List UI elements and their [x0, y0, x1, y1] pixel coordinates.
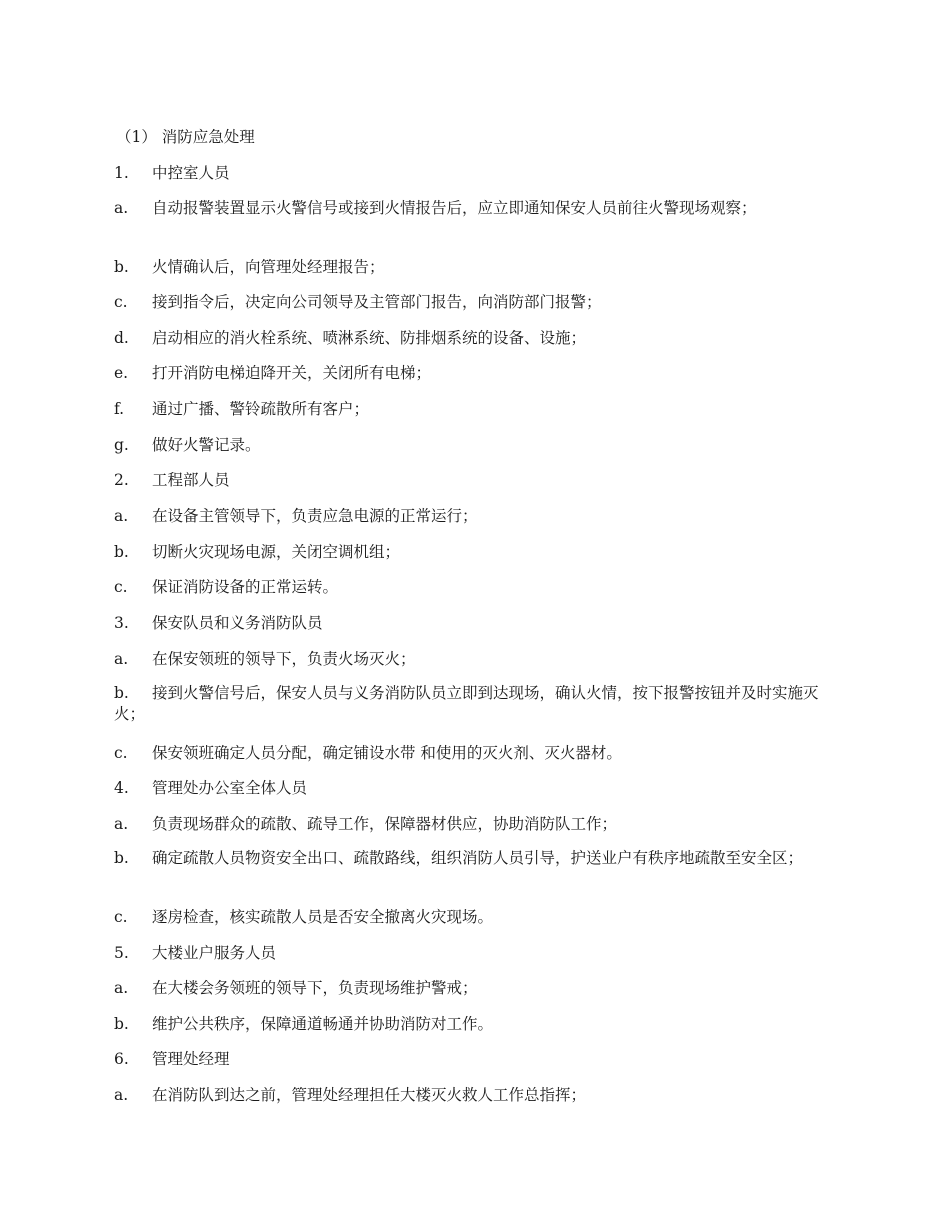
list-marker: a.	[114, 507, 129, 525]
list-item	[114, 291, 829, 313]
list-item-text: 自动报警装置显示火警信号或接到火情报告后，应立即通知保安人员前往火警现场观察；	[152, 199, 757, 217]
list-item-text: 打开消防电梯迫降开关，关闭所有电梯；	[152, 364, 432, 382]
list-item	[114, 162, 829, 184]
list-marker: g.	[114, 436, 129, 454]
list-item	[114, 327, 829, 349]
list-item	[114, 612, 829, 634]
list-item	[114, 942, 829, 964]
list-marker: b.	[114, 258, 129, 276]
list-item-text: 通过广播、警铃疏散所有客户；	[152, 400, 370, 418]
list-item	[114, 1048, 829, 1070]
list-item-text: 逐房检查，核实疏散人员是否安全撤离火灾现场。	[152, 908, 494, 926]
list-item-text: 启动相应的消火栓系统、喷淋系统、防排烟系统的设备、设施；	[152, 329, 587, 347]
list-marker: c.	[114, 908, 128, 926]
list-marker: c.	[114, 744, 128, 762]
list-marker: b.	[114, 543, 129, 561]
list-marker: e.	[114, 364, 129, 382]
list-item-text: 负责现场群众的疏散、疏导工作，保障器材供应，协助消防队工作；	[152, 815, 618, 833]
list-marker: b.	[114, 849, 129, 867]
list-marker: 5.	[114, 944, 129, 962]
list-marker: b.	[114, 1015, 129, 1033]
list-marker: a.	[114, 1086, 129, 1104]
list-item	[114, 198, 829, 219]
list-marker: 6.	[114, 1050, 129, 1068]
list-marker: d.	[114, 329, 129, 347]
list-item	[114, 398, 829, 420]
list-item-text: 管理处经理	[152, 1050, 230, 1068]
list-item-text: 火情确认后，向管理处经理报告；	[152, 258, 385, 276]
list-item-text: 保安队员和义务消防队员	[152, 614, 323, 632]
list-item	[114, 469, 829, 491]
list-item-text: 接到指令后，决定向公司领导及主管部门报告，向消防部门报警；	[152, 293, 602, 311]
list-marker: a.	[114, 650, 129, 668]
list-marker: a.	[114, 815, 129, 833]
list-item	[114, 813, 829, 835]
list-item	[114, 541, 829, 563]
list-item	[114, 1013, 829, 1035]
list-item	[114, 434, 829, 456]
list-item-text: 在保安领班的领导下，负责火场灭火；	[152, 650, 416, 668]
list-item	[114, 362, 829, 384]
list-marker: c.	[114, 293, 128, 311]
list-item	[114, 906, 829, 928]
list-marker: b.	[114, 684, 129, 702]
list-marker: 2.	[114, 471, 129, 489]
list-item	[114, 683, 829, 725]
list-marker: c.	[114, 578, 128, 596]
list-item	[114, 576, 829, 598]
list-item	[114, 648, 829, 670]
list-marker: 4.	[114, 779, 129, 797]
list-item-text: 保证消防设备的正常运转。	[152, 578, 339, 596]
list-item-text: 在大楼会务领班的领导下，负责现场维护警戒；	[152, 979, 478, 997]
list-item-text: 管理处办公室全体人员	[152, 779, 308, 797]
list-item-text: 接到火警信号后，保安人员与义务消防队员立即到达现场，确认火情，按下报警按钮并及时实施灭火；	[114, 684, 819, 723]
list-item-text: 工程部人员	[152, 471, 230, 489]
section-title: （1） 消防应急处理	[116, 128, 255, 146]
list-item	[114, 977, 829, 999]
list-item-text: 在消防队到达之前，管理处经理担任大楼灭火救人工作总指挥；	[152, 1086, 587, 1104]
list-item-text: 维护公共秩序，保障通道畅通并协助消防对工作。	[152, 1015, 494, 1033]
list-marker: a.	[114, 979, 129, 997]
list-marker: 3.	[114, 614, 129, 632]
list-item-text: 大楼业户服务人员	[152, 944, 277, 962]
list-marker: 1.	[114, 164, 129, 182]
list-item	[114, 1084, 829, 1106]
list-marker: f.	[114, 400, 125, 418]
list-item-text: 确定疏散人员物资安全出口、疏散路线，组织消防人员引导，护送业户有秩序地疏散至安全区；	[152, 849, 804, 867]
list-item	[114, 742, 829, 764]
list-item	[114, 505, 829, 527]
list-item-text: 在设备主管领导下，负责应急电源的正常运行；	[152, 507, 478, 525]
list-item	[114, 256, 829, 278]
list-item-text: 切断火灾现场电源，关闭空调机组；	[152, 543, 401, 561]
list-item-text: 保安领班确定人员分配，确定铺设水带 和使用的灭火剂、灭火器材。	[152, 744, 622, 762]
list-marker: a.	[114, 199, 129, 217]
list-item	[114, 848, 829, 869]
list-item	[114, 777, 829, 799]
list-item-text: 中控室人员	[152, 164, 230, 182]
list-item-text: 做好火警记录。	[152, 436, 261, 454]
